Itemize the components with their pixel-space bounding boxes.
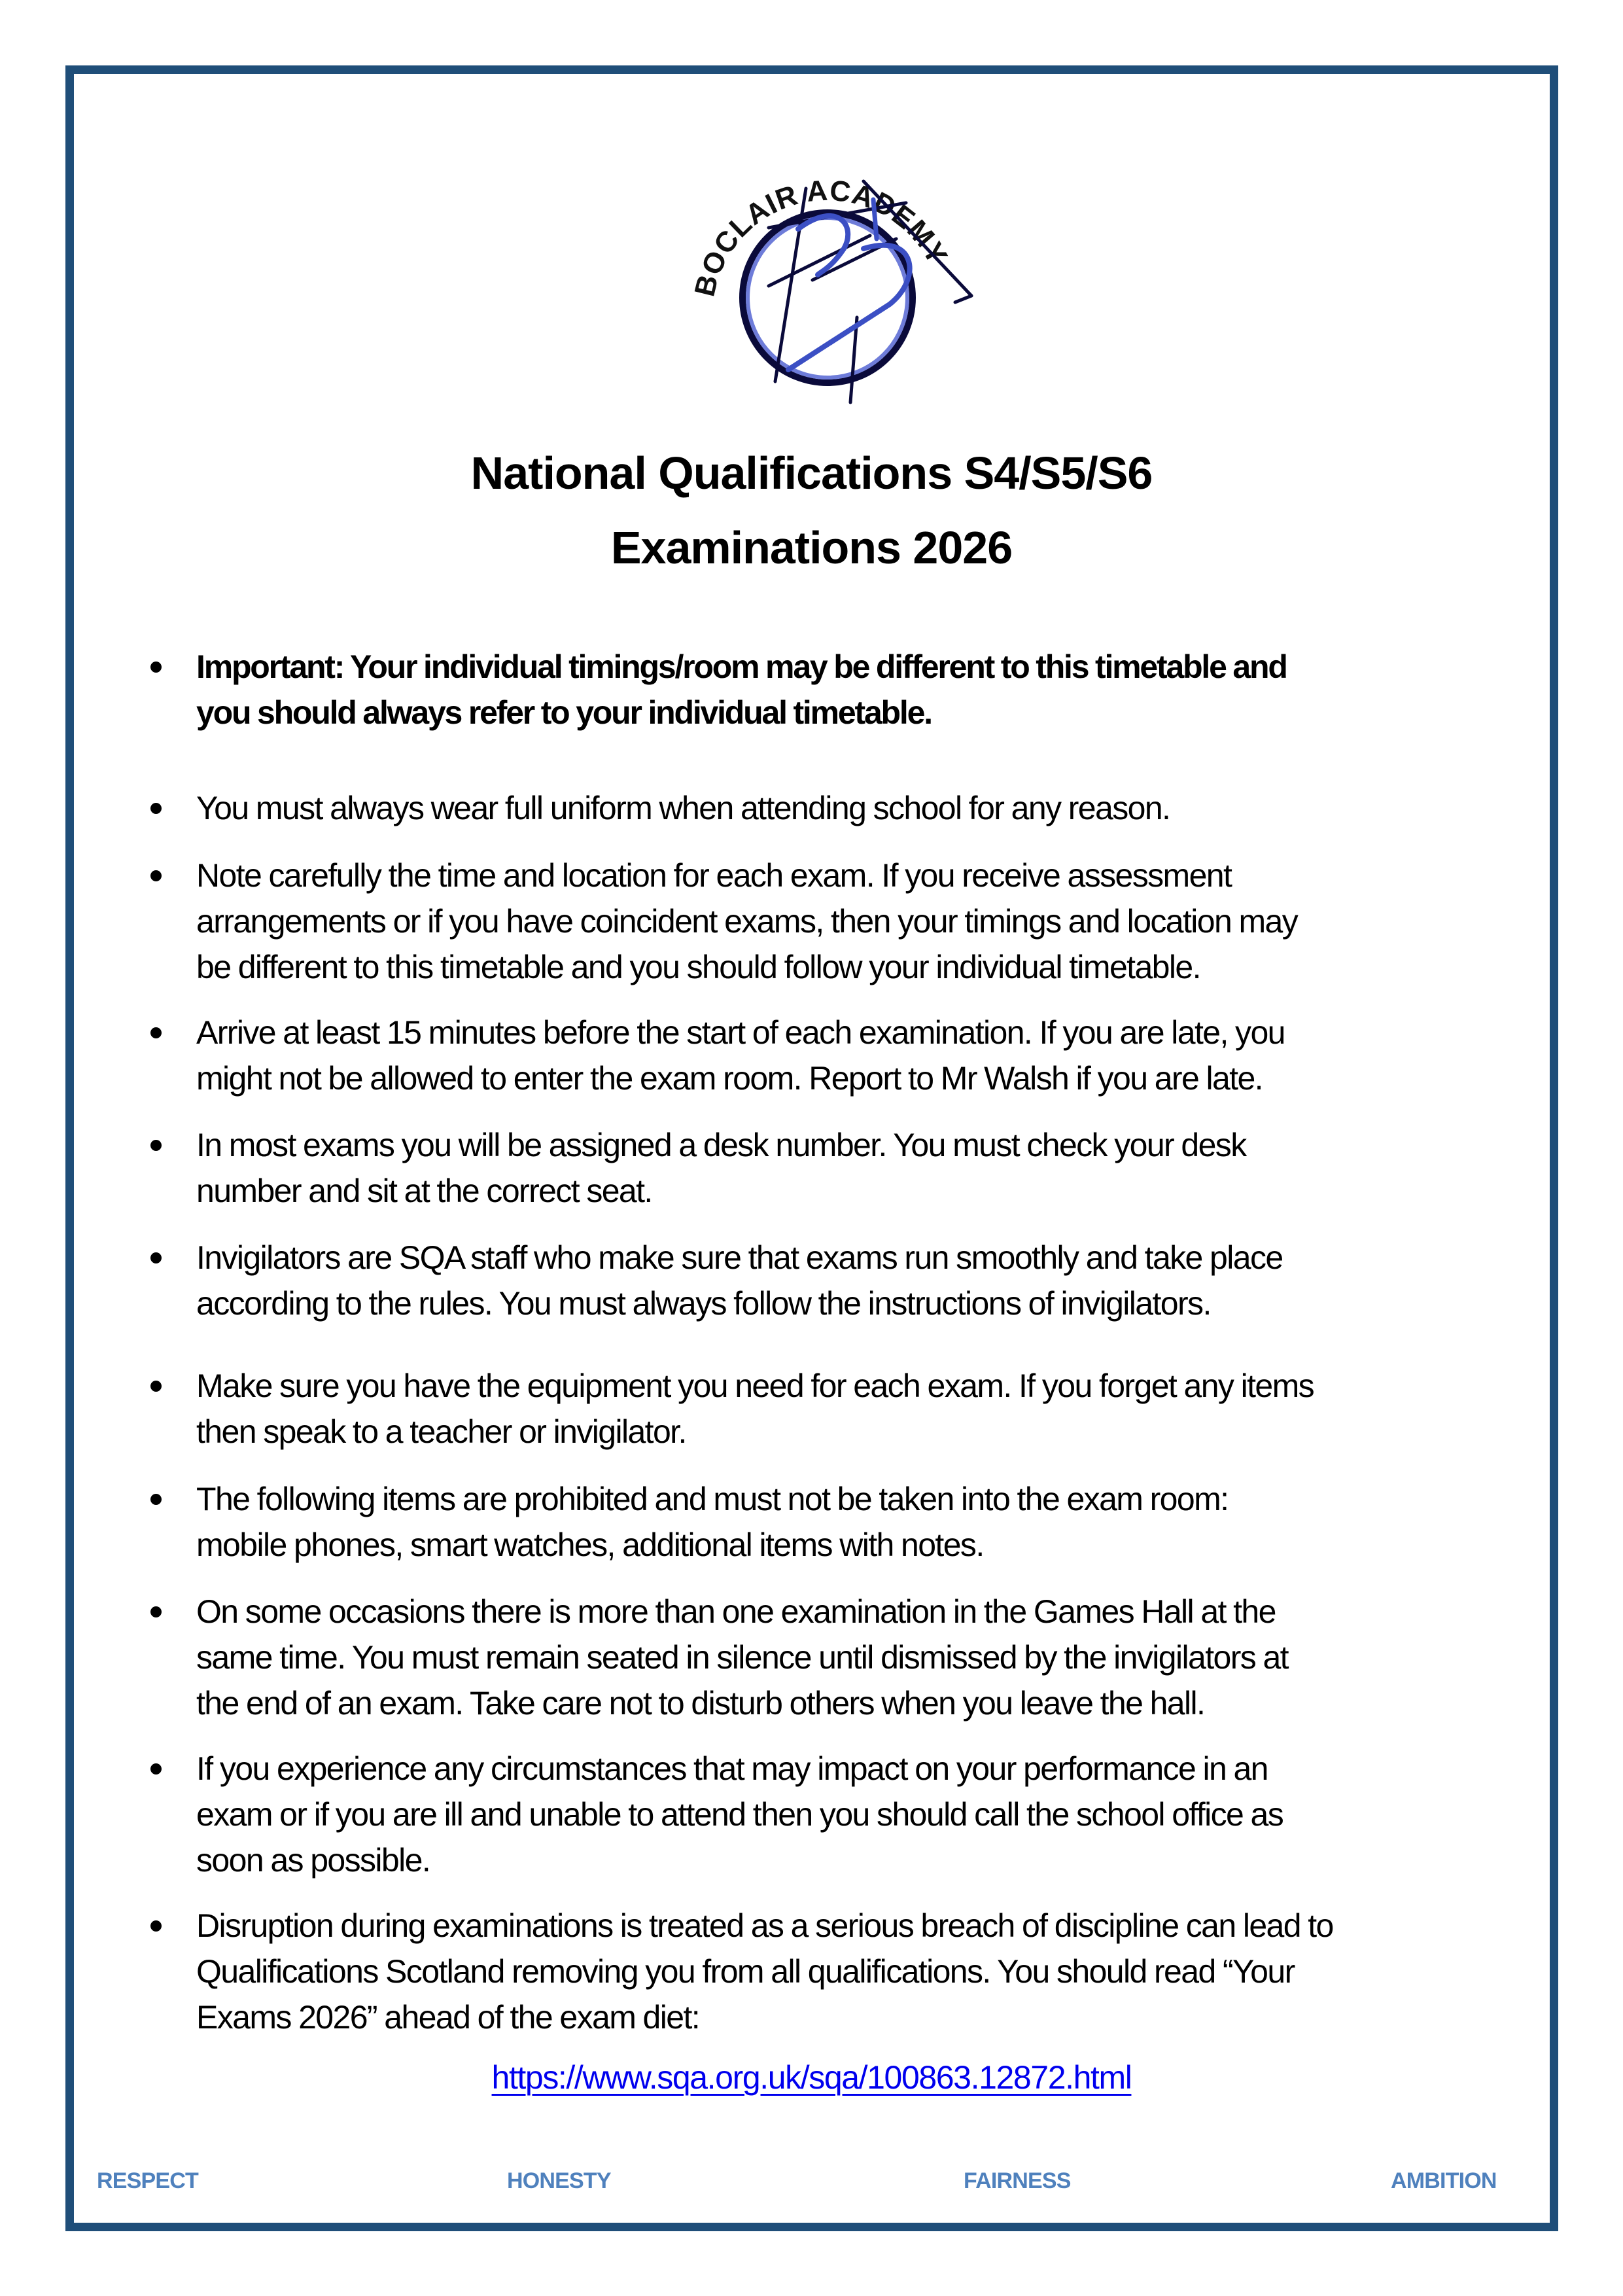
list-item-line: Note carefully the time and location for each exam. If you receive assessment — [196, 857, 1232, 894]
list-item — [196, 1476, 1537, 1568]
bullet-icon — [150, 662, 162, 673]
list-item-line: soon as possible. — [196, 1842, 430, 1879]
bullet-icon — [150, 1606, 162, 1617]
bullet-icon — [150, 1252, 162, 1263]
bullet-icon — [150, 803, 162, 814]
list-item — [196, 1363, 1537, 1455]
list-item — [196, 1010, 1537, 1101]
list-item-line: you should always refer to your individual timetable. — [196, 694, 932, 731]
list-item-line: The following items are prohibited and must not be taken into the exam room: — [196, 1481, 1229, 1517]
sqa-link-container — [0, 2055, 1623, 2100]
list-item — [196, 853, 1537, 990]
list-item-line: arrangements or if you have coincident exams, then your timings and location may — [196, 903, 1298, 940]
document-subtitle: Examinations 2026 — [610, 522, 1013, 573]
list-item-line: Qualifications Scotland removing you from all qualifications. You should read “Your — [196, 1953, 1295, 1990]
list-item — [196, 785, 1537, 831]
bullet-icon — [150, 1920, 162, 1932]
list-item-line: according to the rules. You must always follow the instructions of invigilators. — [196, 1285, 1211, 1322]
list-item-line: then speak to a teacher or invigilator. — [196, 1413, 686, 1450]
bullet-icon — [150, 1140, 162, 1151]
bullet-icon — [150, 870, 162, 881]
list-item-line: In most exams you will be assigned a desk number. You must check your desk — [196, 1127, 1246, 1163]
list-item-line: number and sit at the correct seat. — [196, 1173, 652, 1209]
list-item — [196, 1122, 1537, 1214]
footer-value-fairness: FAIRNESS — [964, 2168, 1071, 2193]
list-item-line: might not be allowed to enter the exam room. Report to Mr Walsh if you are late. — [196, 1060, 1263, 1097]
list-item-line: You must always wear full uniform when attending school for any reason. — [196, 790, 1170, 826]
list-item-line: Arrive at least 15 minutes before the start of each examination. If you are late, you — [196, 1014, 1285, 1051]
list-item — [196, 1903, 1537, 2040]
list-item-line: the end of an exam. Take care not to disturb others when you leave the hall. — [196, 1685, 1205, 1722]
logo-text-arc: BOCLAIR ACADEMY — [688, 174, 954, 300]
list-item-line: exam or if you are ill and unable to attend then you should call the school office as — [196, 1796, 1283, 1833]
list-item-line: be different to this timetable and you should follow your individual timetable. — [196, 949, 1200, 985]
document-title: National Qualifications S4/S5/S6 — [470, 448, 1153, 499]
list-item-line: Disruption during examinations is treated as a serious breach of discipline can lead to — [196, 1907, 1333, 1944]
bullet-icon — [150, 1494, 162, 1505]
list-item — [196, 1589, 1537, 1726]
footer-value-ambition: AMBITION — [1391, 2168, 1497, 2193]
list-item-line: Make sure you have the equipment you need for each exam. If you forget any items — [196, 1368, 1314, 1404]
list-item-line: mobile phones, smart watches, additional items with notes. — [196, 1527, 984, 1563]
list-item-line: If you experience any circumstances that may impact on your performance in an — [196, 1750, 1268, 1787]
bullet-icon — [150, 1381, 162, 1392]
footer-value-respect: RESPECT — [97, 2168, 198, 2193]
list-item-line: Important: Your individual timings/room may be different to this timetable and — [196, 648, 1287, 685]
bullet-icon — [150, 1027, 162, 1038]
list-item-important — [196, 644, 1537, 735]
list-item-line: On some occasions there is more than one examination in the Games Hall at the — [196, 1593, 1276, 1630]
list-item-line: Exams 2026” ahead of the exam diet: — [196, 1999, 700, 2036]
list-item — [196, 1235, 1537, 1326]
footer-value-honesty: HONESTY — [507, 2168, 611, 2193]
list-item-line: same time. You must remain seated in silence until dismissed by the invigilators at — [196, 1639, 1288, 1676]
bullet-icon — [150, 1763, 162, 1775]
list-item — [196, 1746, 1537, 1883]
sqa-your-exams-link[interactable]: https://www.sqa.org.uk/sqa/100863.12872.html — [491, 2059, 1132, 2096]
list-item-line: Invigilators are SQA staff who make sure that exams run smoothly and take place — [196, 1239, 1283, 1276]
